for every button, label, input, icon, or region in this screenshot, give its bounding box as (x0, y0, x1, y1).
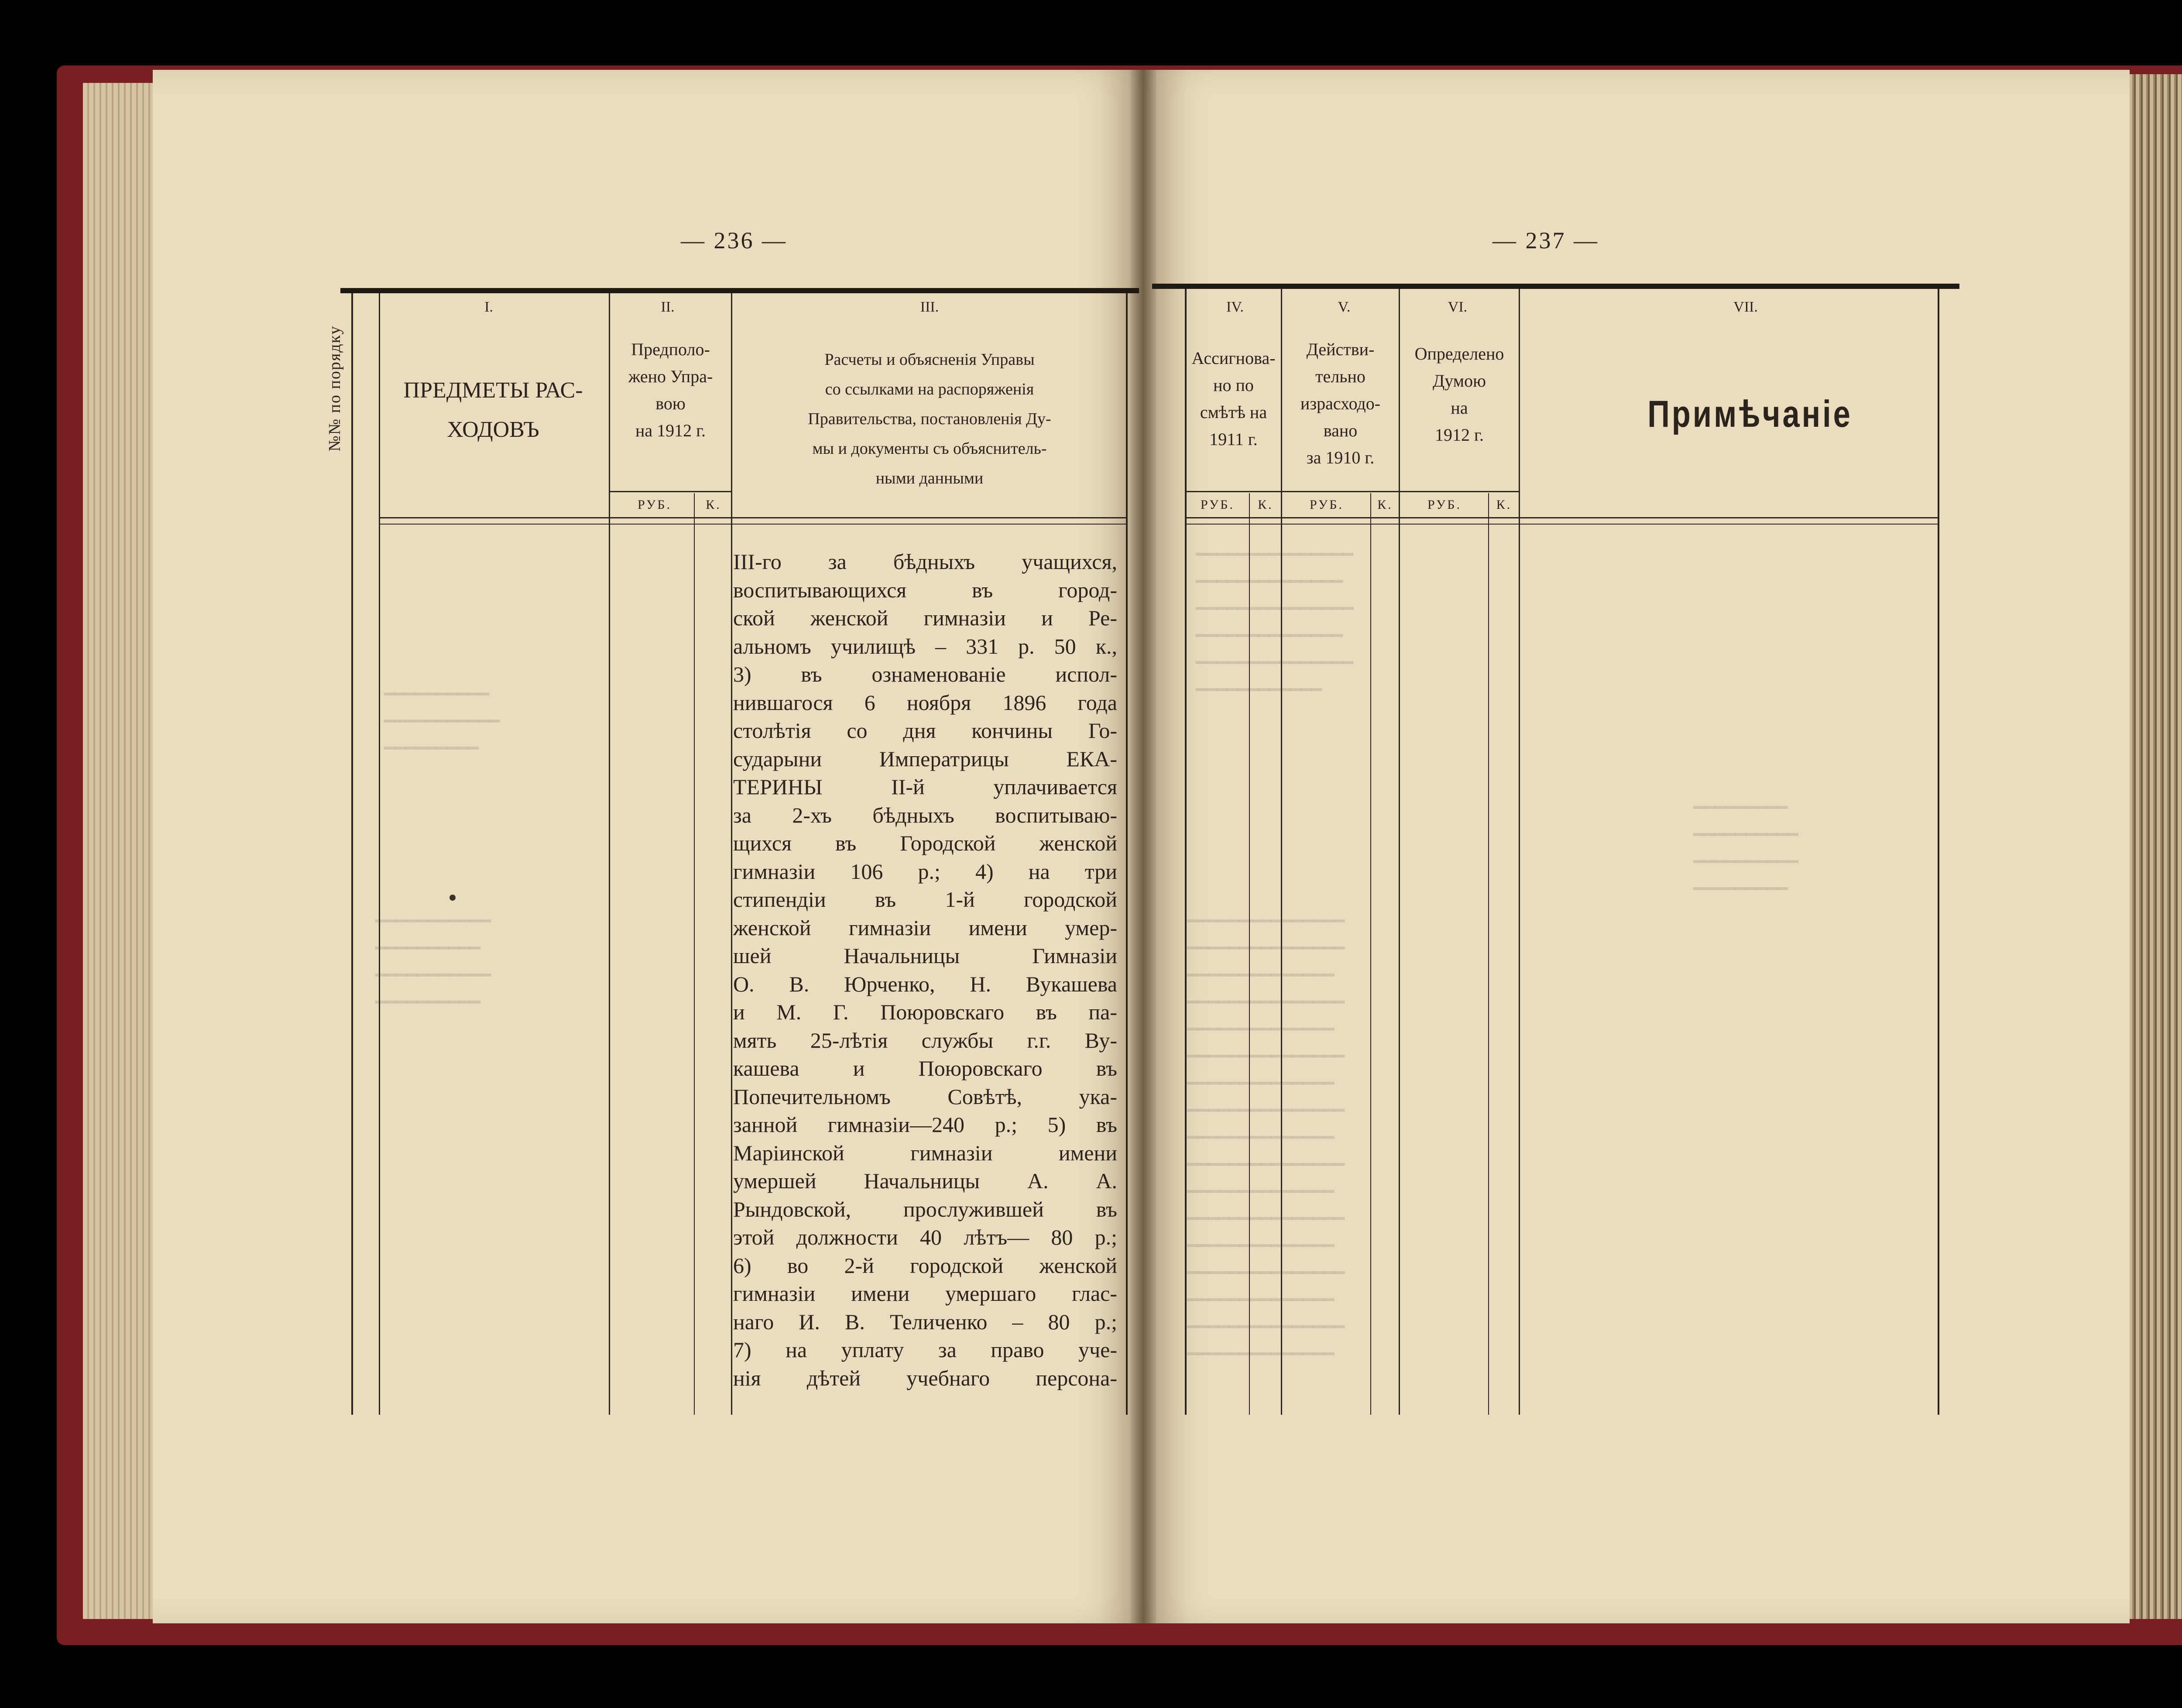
text-line: альномъ училищѣ – 331 р. 50 к., (733, 634, 1117, 659)
text-line: наго И. В. Теличенко – 80 р.; (733, 1309, 1117, 1334)
right-page (1143, 70, 2130, 1623)
col3-title-line: ными данными (875, 469, 984, 487)
page-number-right: — 237 — (1492, 227, 1599, 254)
unit-rub-vi: РУБ. (1427, 497, 1462, 512)
col4-title-line: смѣтѣ на (1200, 402, 1267, 422)
text-line: за 2-хъ бѣдныхъ воспитываю- (733, 803, 1117, 827)
text-line: сударыни Императрицы ЕКА- (733, 746, 1117, 771)
unit-kop: К. (706, 497, 721, 512)
text-line: столѣтія со дня кончины Го- (733, 718, 1117, 743)
text-line: гимназіи имени умершаго глас- (733, 1281, 1117, 1306)
col2-title-line: жено Упра- (628, 367, 713, 386)
col5-title-line: вано (1323, 421, 1358, 440)
header-bottom-rule-r (1185, 517, 1938, 518)
col6-title-line: на (1451, 398, 1468, 418)
unit-kop-v: К. (1377, 497, 1393, 512)
table-border-left (351, 293, 353, 1415)
col3-title-line: Расчеты и объясненія Управы (824, 350, 1035, 369)
col3-title-line: со ссылками на распоряженія (825, 380, 1034, 398)
text-line: Рындовской, прослужившей въ (733, 1197, 1117, 1221)
text-line: нившагося 6 ноября 1896 года (733, 690, 1117, 715)
col6-title (1400, 340, 1519, 449)
explanation-text (733, 548, 1117, 1392)
col4-title-line: но по (1213, 375, 1254, 395)
text-line: умершей Начальницы А. А. (733, 1169, 1117, 1193)
text-line: кашева и Поюровскаго въ (733, 1056, 1117, 1080)
text-line: III-го за бѣдныхъ учащихся, (733, 549, 1117, 574)
text-line: Попечительномъ Совѣтѣ, ука- (733, 1084, 1117, 1109)
text-line: ТЕРИНЫ II-й уплачивается (733, 775, 1117, 799)
header-rule-left (340, 288, 1139, 293)
col-divider (731, 293, 732, 1415)
col4-roman: IV. (1226, 299, 1244, 315)
col2-title-line: Предполо- (631, 340, 710, 359)
book-gutter (1130, 70, 1156, 1623)
col2-title-line: вою (655, 394, 686, 413)
text-line: щихся въ Городской женской (733, 831, 1117, 855)
text-line: Маріинской гимназіи имени (733, 1140, 1117, 1165)
text-line: стипендіи въ 1-й городской (733, 887, 1117, 912)
text-line: нія дѣтей учебнаго персона- (733, 1365, 1117, 1390)
col5-title-line: израсходо- (1300, 394, 1381, 413)
text-line: мять 25-лѣтія службы г.г. Ву- (733, 1028, 1117, 1053)
col1-roman: I. (484, 299, 493, 315)
table-border-right (1126, 293, 1128, 1415)
text-line: ской женской гимназіи и Ре- (733, 606, 1117, 630)
unit-rub-iv: РУБ. (1201, 497, 1235, 512)
col4-title-line: 1911 г. (1209, 429, 1258, 449)
col2-title-line: на 1912 г. (635, 421, 706, 440)
bleed-through: ━━━━━━━━━━━━━━━ ━━━━━━━━━━━━━━━ ━━━━━━━━━━━━━━ ━━━━━━━━━━━━━━━ ━━━━━━━━━━━━━━ ━━━━━━━━━━━━━━━ ━━━━━━━━━━━━━━ ━━━━━━━━━━━━━━━ ━━━━━━━━━━━━━━ ━━━━━━━━━━━━━━━ ━━━━━━━━━━━━━━ ━━━━━━━━━━━━━━━ ━━━━━━━━━━━━━━ ━━━━━━━━━━━━━━━ ━━━━━━━━━━━━━━ ━━━━━━━━━━━━━━━ ━━━━━━━━━━━━━━ (1187, 911, 1345, 1364)
text-line: 6) во 2-й городской женской (733, 1253, 1117, 1278)
header-bottom-rule (379, 517, 1126, 518)
text-line: 7) на уплату за право уче- (733, 1338, 1117, 1362)
bleed-through: ━━━━━━━━━ ━━━━━━━━━━ ━━━━━━━━━━ ━━━━━━━━━ (1693, 798, 1798, 899)
col7-roman: VII. (1733, 299, 1758, 315)
header-bottom-rule-2 (379, 524, 1126, 525)
col6-title-line: Определено (1414, 344, 1504, 364)
table-border-right-r (1938, 289, 1939, 1415)
col4-title-line: Ассигнова- (1191, 348, 1276, 368)
col3-roman: III. (920, 299, 939, 315)
text-line: О. В. Юрченко, Н. Вукашева (733, 971, 1117, 996)
text-line: женской гимназіи имени умер- (733, 915, 1117, 940)
col3-title-line: Правительства, постановленія Ду- (808, 410, 1051, 428)
col-divider-kop (694, 493, 695, 1415)
page-number-left: — 236 — (681, 227, 787, 254)
col6-roman: VI. (1448, 299, 1468, 315)
col4-title (1186, 345, 1281, 453)
unit-rule (609, 491, 731, 492)
col-divider (609, 293, 610, 1415)
bleed-through: ━━━━━━━━━━ ━━━━━━━━━━━ ━━━━━━━━━ (384, 684, 500, 758)
bleed-through: ━━━━━━━━━━━ ━━━━━━━━━━ ━━━━━━━━━━━ ━━━━━━━━━━ (375, 911, 491, 1012)
text-line: воспитывающихся въ город- (733, 577, 1117, 602)
col-divider-r (1519, 289, 1520, 1415)
ink-dot (449, 895, 456, 901)
unit-rub: РУБ. (638, 497, 672, 512)
col-divider (379, 293, 380, 1415)
text-line: гимназіи 106 р.; 4) на три (733, 859, 1117, 884)
col5-roman: V. (1338, 299, 1351, 315)
text-line: занной гимназіи—240 р.; 5) въ (733, 1112, 1117, 1137)
col5-title-line: за 1910 г. (1306, 448, 1375, 467)
unit-rub-v: РУБ. (1310, 497, 1344, 512)
bleed-through: ━━━━━━━━━━━━━━━ ━━━━━━━━━━━━━━ ━━━━━━━━━━━━━━━ ━━━━━━━━━━━━━━ ━━━━━━━━━━━━━━━ ━━━━━━━━━━━━ (1196, 545, 1354, 700)
col6-title-line: 1912 г. (1435, 425, 1484, 445)
col3-title (738, 345, 1122, 493)
text-line: этой должности 40 лѣтъ— 80 р.; (733, 1225, 1117, 1249)
numbering-header: №№ по порядку (326, 325, 344, 452)
col1-title: ПРЕДМЕТЫ РАС- ХОДОВЪ (403, 378, 583, 442)
text-line: и М. Г. Поюровскаго въ па- (733, 1000, 1117, 1024)
col7-title: Примѣчаніе (1647, 393, 1853, 435)
unit-kop-vi: К. (1496, 497, 1512, 512)
col5-title (1282, 336, 1399, 471)
text-line: шей Начальницы Гимназіи (733, 943, 1117, 968)
col2-title (610, 336, 731, 444)
text-line: 3) въ ознаменованіе испол- (733, 662, 1117, 686)
unit-rule-r (1185, 491, 1519, 492)
col5-title-line: Действи- (1306, 340, 1375, 359)
header-bottom-rule-r2 (1185, 524, 1938, 525)
table-border-left-r (1185, 289, 1187, 1415)
col5-title-line: тельно (1315, 367, 1365, 386)
unit-kop-iv: К. (1258, 497, 1273, 512)
col6-title-line: Думою (1433, 371, 1486, 391)
col3-title-line: мы и документы съ объяснитель- (812, 439, 1047, 458)
header-rule-right (1152, 284, 1959, 289)
col2-roman: II. (661, 299, 675, 315)
